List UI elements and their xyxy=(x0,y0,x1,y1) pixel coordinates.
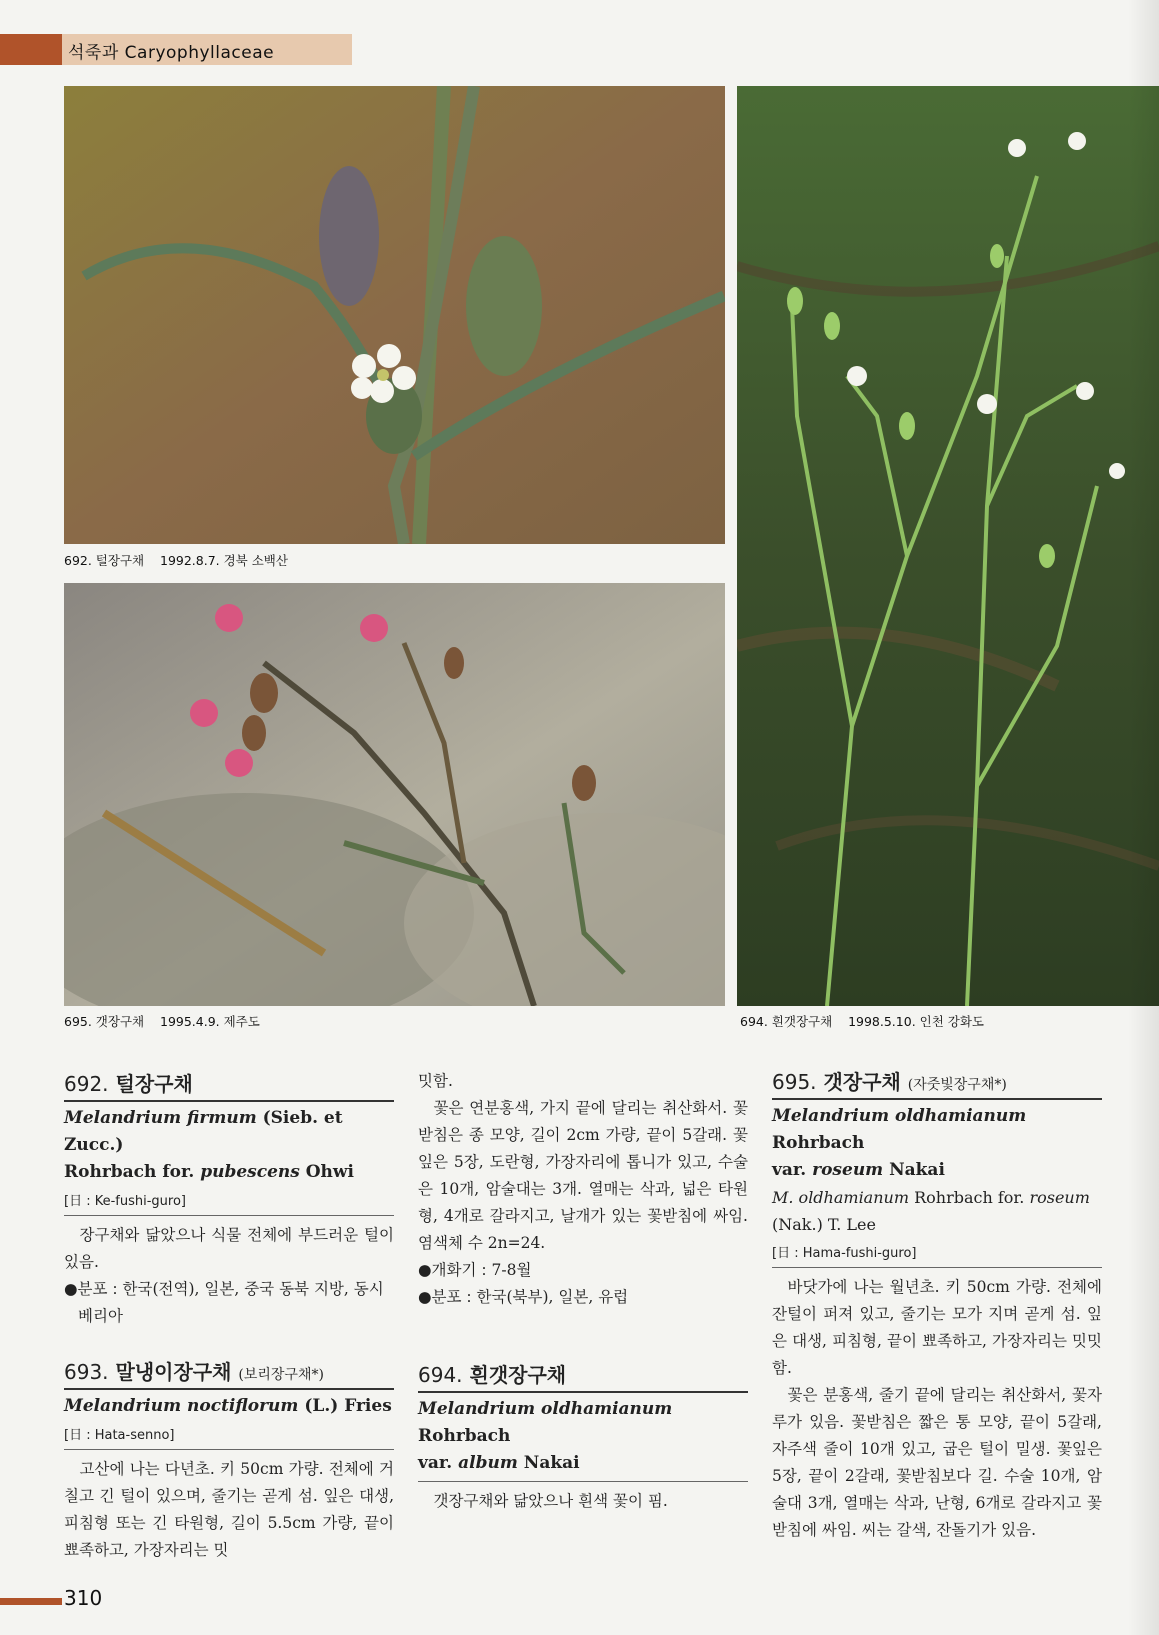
sci-author-2: Rohrbach for. xyxy=(64,1162,201,1182)
entry-number: 692. xyxy=(64,1072,109,1096)
photo-692-caption: 692. 털장구채 1992.8.7. 경북 소백산 xyxy=(64,553,288,568)
entry-693-description-cont xyxy=(418,1068,748,1257)
sci-author: Rohrbach xyxy=(772,1133,865,1153)
page-gutter-shadow xyxy=(1128,0,1159,1635)
entry-695-description xyxy=(772,1274,1102,1544)
distribution-label: ●분포 : xyxy=(64,1280,118,1298)
sci-var-prefix: var. xyxy=(418,1453,459,1473)
alternate-name: (보리장구채*) xyxy=(238,1367,324,1383)
sci-author-3: Ohwi xyxy=(299,1162,355,1182)
sci-genus-species: Melandrium noctiflorum xyxy=(64,1396,299,1416)
entry-693-title xyxy=(64,1356,394,1390)
entry-693-description xyxy=(64,1456,394,1564)
flowering-label: ●개화기 : xyxy=(418,1261,487,1279)
photo-694-caption: 694. 흰갯장구채 1998.5.10. 인천 강화도 xyxy=(740,1014,984,1029)
synonym xyxy=(772,1184,1102,1238)
entry-692-description xyxy=(64,1222,394,1276)
entry-694-title xyxy=(418,1359,748,1393)
page-number: 310 xyxy=(64,1586,103,1610)
sci-variety: roseum xyxy=(812,1160,884,1180)
sci-forma: pubescens xyxy=(200,1162,300,1182)
flowering-text: 7-8월 xyxy=(486,1261,532,1279)
photo-695-plant xyxy=(64,583,725,1006)
distribution-text: 한국(북부), 일본, 유럽 xyxy=(471,1288,629,1306)
distribution xyxy=(418,1284,748,1311)
entry-694-description xyxy=(418,1488,748,1515)
synonym-name: M. oldhamianum xyxy=(772,1188,909,1207)
column-right xyxy=(772,1066,1102,1544)
scientific-name xyxy=(64,1105,394,1186)
entry-number: 694. xyxy=(418,1363,463,1387)
scientific-name xyxy=(772,1103,1102,1184)
entry-number: 693. xyxy=(64,1360,109,1384)
column-middle xyxy=(418,1068,748,1515)
korean-name: 털장구채 xyxy=(115,1072,193,1096)
distribution xyxy=(64,1276,394,1330)
photo-692-plant xyxy=(64,86,725,544)
scientific-name xyxy=(418,1396,748,1482)
sci-author: (L.) Fries xyxy=(298,1396,392,1416)
scientific-name xyxy=(64,1393,394,1420)
synonym-forma: roseum xyxy=(1029,1188,1090,1207)
japanese-name: [日 : Hata-senno] xyxy=(64,1420,394,1450)
description-text: 바닷가에 나는 월년초. 키 50cm 가량. 전체에 잔털이 퍼져 있고, 줄기는 모가 지며 곧게 섬. 잎은 대생, 피침형, 끝이 뾰족하고, 가장자리는 밋밋함. xyxy=(772,1278,1102,1377)
alternate-name: (자줏빛장구채*) xyxy=(907,1077,1007,1093)
sci-var-prefix: var. xyxy=(772,1160,813,1180)
korean-name: 말냉이장구채 xyxy=(115,1360,232,1384)
description-text: 고산에 나는 다년초. 키 50cm 가량. 전체에 거칠고 긴 털이 있으며, 줄기는 곧게 섬. 잎은 대생, 피침형 또는 긴 타원형, 길이 5.5cm 가량, 끝이 뾰족하고, 가장자리는 밋 xyxy=(64,1460,394,1559)
description-text-2: 꽃은 분홍색, 줄기 끝에 달리는 취산화서, 꽃자루가 있음. 꽃받침은 짧은 통 모양, 끝이 5갈래, 자주색 줄이 10개 있고, 굽은 털이 밀생. 꽃잎은 5장, 끝이 2갈래, 꽃받침보다 길. 수술 10개, 암술대 3개, 열매는 삭과, 난형, 6개로 갈라지고 꽃받침에 싸임. 씨는 갈색, 잔돌기가 있음. xyxy=(772,1386,1102,1539)
synonym-author: Rohrbach for. xyxy=(909,1188,1030,1207)
entry-695-title xyxy=(772,1066,1102,1100)
sci-variety: album xyxy=(458,1453,518,1473)
entry-number: 695. xyxy=(772,1070,817,1094)
entry-692-title xyxy=(64,1068,394,1102)
sci-author: (Sieb. et Zucc.) xyxy=(64,1108,343,1155)
description-text: 갯장구채와 닮았으나 흰색 꽃이 핌. xyxy=(433,1492,668,1510)
distribution-label: ●분포 : xyxy=(418,1288,472,1306)
sci-author-3: Nakai xyxy=(517,1453,580,1473)
photo-694-plant xyxy=(737,86,1159,1006)
sci-genus-species: Melandrium oldhamianum xyxy=(772,1106,1027,1126)
japanese-name: [日 : Ke-fushi-guro] xyxy=(64,1186,394,1216)
description-text-2: 꽃은 연분홍색, 가지 끝에 달리는 취산화서. 꽃받침은 종 모양, 길이 2cm 가량, 끝이 5갈래. 꽃잎은 5장, 도란형, 가장자리에 톱니가 있고, 수술은 10개, 암술대는 3개. 열매는 삭과, 넓은 타원형, 4개로 갈라지고, 날개가 있는 꽃받침에 싸임. 염색체 수 2n=24. xyxy=(418,1099,748,1252)
footer-accent-bar xyxy=(0,1598,62,1605)
synonym-author-2: (Nak.) T. Lee xyxy=(772,1215,876,1234)
description-text: 장구채와 닮았으나 식물 전체에 부드러운 털이 있음. xyxy=(64,1226,394,1271)
flowering-period xyxy=(418,1257,748,1284)
japanese-name: [日 : Hama-fushi-guro] xyxy=(772,1238,1102,1268)
sci-author-3: Nakai xyxy=(883,1160,945,1180)
korean-name: 갯장구채 xyxy=(823,1070,901,1094)
korean-name: 흰갯장구채 xyxy=(469,1363,567,1387)
sci-genus-species: Melandrium oldhamianum xyxy=(418,1399,673,1419)
sci-author: Rohrbach xyxy=(418,1426,511,1446)
family-heading: 석죽과 Caryophyllaceae xyxy=(68,43,275,63)
column-left xyxy=(64,1068,394,1564)
photo-695-caption: 695. 갯장구채 1995.4.9. 제주도 xyxy=(64,1014,260,1029)
sci-genus-species: Melandrium firmum xyxy=(64,1108,257,1128)
description-continued: 밋함. xyxy=(418,1072,453,1090)
distribution-text: 한국(전역), 일본, 중국 동북 지방, 동시베리아 xyxy=(78,1280,384,1325)
